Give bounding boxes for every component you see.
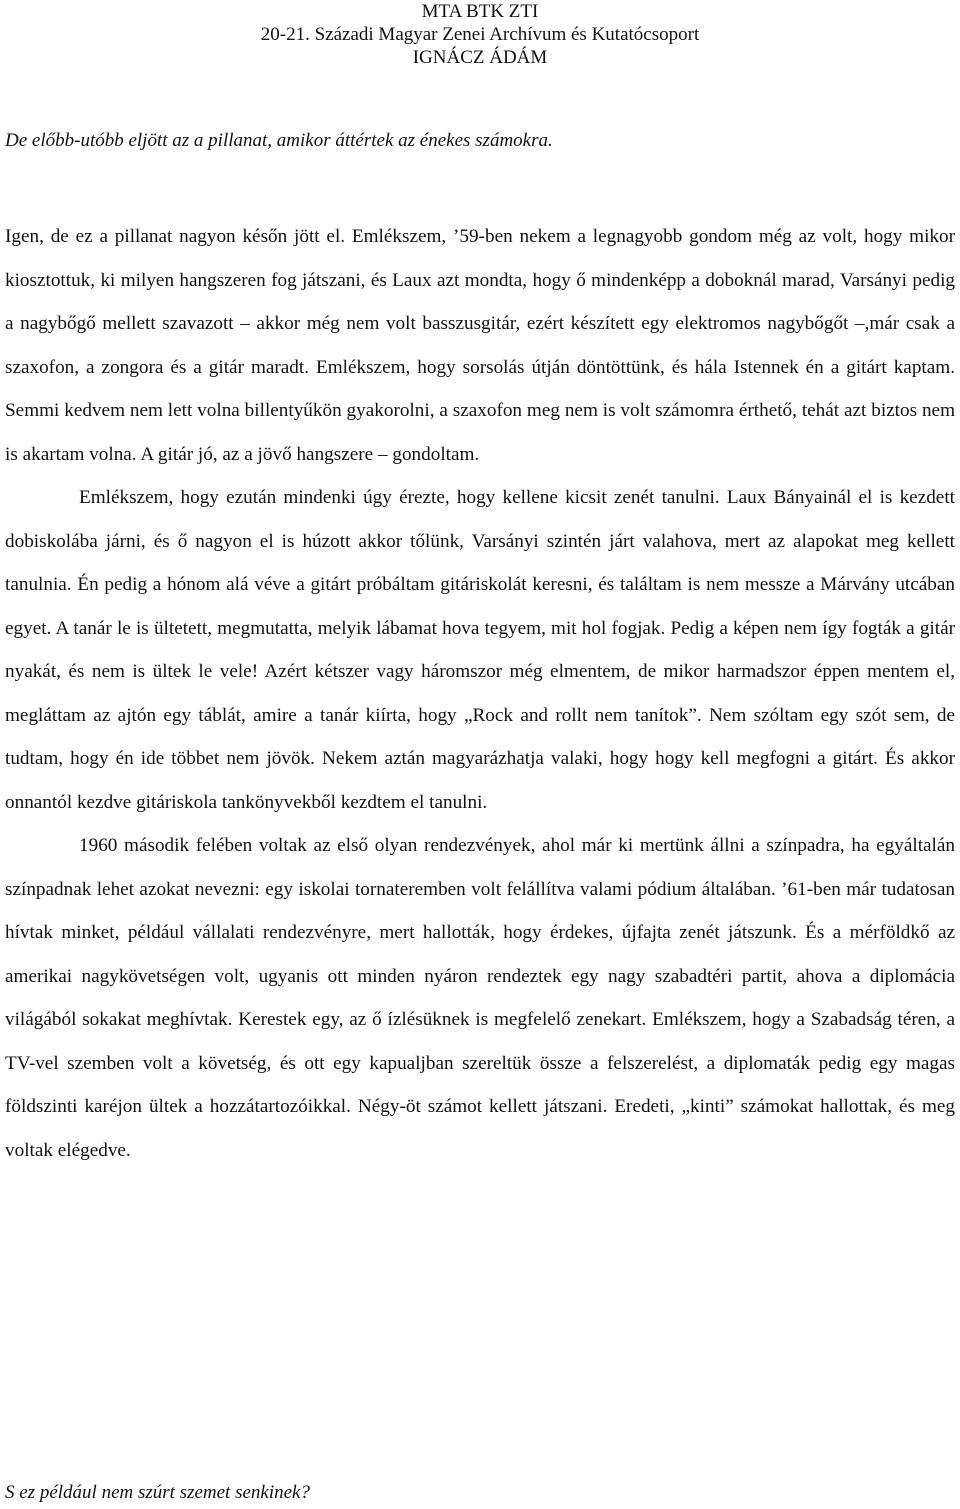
interview-question-1: De előbb-utóbb eljött az a pillanat, amikor áttértek az énekes számokra. bbox=[5, 130, 553, 151]
header-research-group: 20-21. Századi Magyar Zenei Archívum és Kutatócsoport bbox=[260, 24, 700, 45]
answer-paragraph-3: 1960 második felében voltak az első olyan rendezvények, ahol már ki mertünk állni a színpadra, ha egyáltalán színpadnak lehet azokat nevezni: egy iskolai tornateremben volt felállítva valami pódium általában. ’61-ben már tudatosan hívtak minket, például vállalati rendezvényre, mert hallották, hogy érdekes, újfajta zenét játszunk. És a mérföldkő az amerikai nagykövetségen volt, ugyanis ott minden nyáron rendeztek egy nagy szabadtéri partit, ahova a diplomácia világából sokakat meghívtak. Kerestek egy, az ő ízlésüknek is megfelelő zenekart. Emlékszem, hogy a Szabadság téren, a TV-vel szemben volt a követség, és ott egy kapualjban szereltük össze a felszerelést, a diplomaták pedig egy magas földszinti karéjon ültek a hozzátartozóikkal. Négy-öt számot kellett játszani. Eredeti, „kinti” számokat hallottak, és meg voltak elégedve. bbox=[5, 835, 955, 1161]
header-institution: MTA BTK ZTI bbox=[421, 1, 539, 22]
interview-answer bbox=[5, 215, 955, 1172]
answer-paragraph-1: Igen, de ez a pillanat nagyon későn jött el. Emlékszem, ’59-ben nekem a legnagyobb gondom még az volt, hogy mikor kiosztottuk, ki milyen hangszeren fog játszani, és Laux azt mondta, hogy ő mindenképp a doboknál marad, Varsányi pedig a nagybőgő mellett szavazott – akkor még nem volt basszusgitár, ezért készített egy elektromos nagybőgőt –,már csak a szaxofon, a zongora és a gitár maradt. Emlékszem, hogy sorsolás útján döntöttünk, és hála Istennek én a gitárt kaptam. Semmi kedvem nem lett volna billentyűkön gyakorolni, a szaxofon meg nem is volt számomra érthető, tehát azt biztos nem is akartam volna. A gitár jó, az a jövő hangszere – gondoltam. bbox=[5, 226, 955, 465]
header-author: IGNÁCZ ÁDÁM bbox=[412, 47, 548, 68]
interview-question-2: S ez például nem szúrt szemet senkinek? bbox=[5, 1482, 310, 1503]
answer-paragraph-2: Emlékszem, hogy ezután mindenki úgy érezte, hogy kellene kicsit zenét tanulni. Laux Bányainál el is kezdett dobiskolába járni, és ő nagyon el is húzott akkor tőlünk, Varsányi szintén járt valahova, mert az alapokat meg kellett tanulnia. Én pedig a hónom alá véve a gitárt próbáltam gitáriskolát keresni, és találtam is nem messze a Márvány utcában egyet. A tanár le is ültetett, megmutatta, melyik lábamat hova tegyem, mit hol fogjak. Pedig a képen nem így fogták a gitár nyakát, és nem is ültek le vele! Azért kétszer vagy háromszor még elmentem, de mikor harmadszor éppen mentem el, megláttam az ajtón egy táblát, amire a tanár kiírta, hogy „Rock and rollt nem tanítok”. Nem szóltam egy szót sem, de tudtam, hogy én ide többet nem jövök. Nekem aztán magyarázhatja valaki, hogy hogy kell megfogni a gitárt. És akkor onnantól kezdve gitáriskola tankönyvekből kezdtem el tanulni. bbox=[5, 487, 955, 813]
document-header bbox=[0, 0, 960, 69]
